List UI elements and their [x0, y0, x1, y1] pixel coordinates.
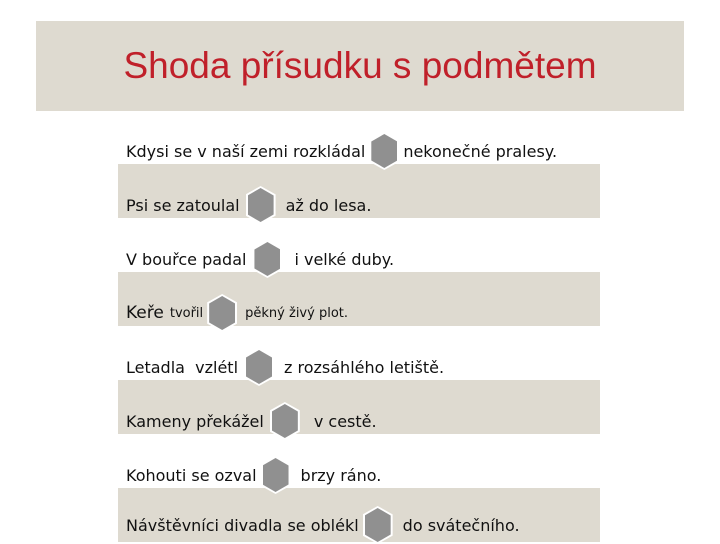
sentence-1-end: nekonečné pralesy.	[403, 141, 558, 161]
blank-hexagon[interactable]	[207, 294, 237, 332]
sentence-1	[126, 134, 557, 168]
sentence-7-end: brzy ráno.	[300, 465, 382, 485]
sentence-5-end: z rozsáhlého letiště.	[284, 357, 445, 377]
title-band	[36, 21, 684, 111]
sentence-8-end: do svátečního.	[402, 515, 520, 535]
sentence-6	[126, 404, 377, 438]
sentence-8	[126, 508, 520, 542]
sentence-8-start: Návštěvníci divadla se oblékl	[126, 515, 359, 535]
blank-hexagon[interactable]	[252, 240, 282, 278]
blank-hexagon[interactable]	[369, 132, 399, 170]
sentence-2-end: až do lesa.	[285, 195, 372, 215]
sentence-2-start: Psi se zatoulal	[126, 195, 240, 215]
sentence-7-start: Kohouti se ozval	[126, 465, 257, 485]
sentence-6-end: v cestě.	[313, 411, 377, 431]
blank-hexagon[interactable]	[270, 402, 300, 440]
sentence-3-end: i velké duby.	[294, 249, 395, 269]
sentence-4-verb: tvořil	[169, 305, 204, 321]
sentence-4-subject: Keře	[126, 303, 164, 323]
sentence-5	[126, 350, 444, 384]
sentence-3	[126, 242, 394, 276]
sentence-4	[126, 296, 348, 330]
blank-hexagon[interactable]	[261, 456, 291, 494]
sentence-5-start: Letadla vzlétl	[126, 357, 239, 377]
page-title: Shoda přísudku s podmětem	[123, 45, 597, 86]
sentence-4-end: pěkný živý plot.	[245, 305, 349, 321]
blank-hexagon[interactable]	[244, 348, 274, 386]
sentence-1-start: Kdysi se v naší zemi rozkládal	[126, 141, 366, 161]
sentence-6-start: Kameny překážel	[126, 411, 264, 431]
sentence-7	[126, 458, 381, 492]
blank-hexagon[interactable]	[363, 506, 393, 544]
blank-hexagon[interactable]	[246, 186, 276, 224]
sentence-3-start: V bouřce padal	[126, 249, 247, 269]
sentence-2	[126, 188, 371, 222]
